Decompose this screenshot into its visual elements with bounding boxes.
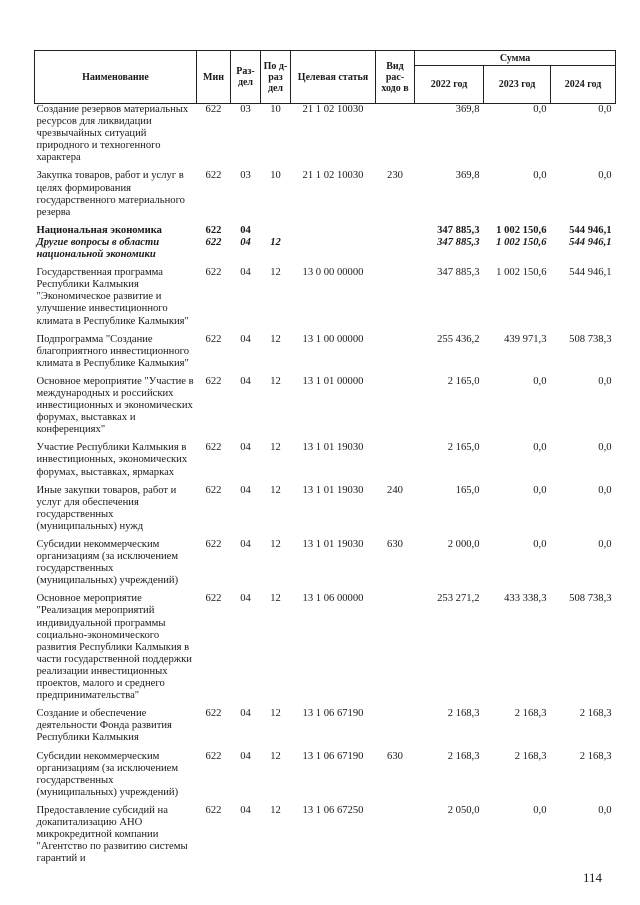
row-sum-2023: 439 971,3 [504, 333, 547, 345]
row-target-article: 13 1 06 67190 [302, 708, 364, 720]
row-min: 622 [205, 375, 222, 387]
row-target-article: 13 1 01 00000 [302, 375, 364, 387]
row-min: 622 [205, 442, 222, 454]
row-target-article [291, 225, 376, 237]
row-podrazdel: 12 [270, 267, 281, 279]
row-name: Субсидии некоммерческим организациям (за исключением государственных (муниципальных) учреждений) [36, 750, 179, 798]
row-expense-type [376, 334, 415, 376]
row-name: Государственная программа Республики Калмыкия "Экономическое развитие и улучшение инвестиционного климата в Республике Калмыкия" [36, 267, 189, 327]
header-target-article: Целевая статья [291, 51, 376, 104]
row-sum-2024: 2 168,3 [579, 750, 612, 762]
row-min: 622 [205, 333, 222, 345]
header-expense-type: Вид рас- ходо в [376, 51, 415, 104]
row-podrazdel: 12 [270, 593, 281, 605]
row-expense-type [376, 225, 415, 237]
row-target-article: 13 1 01 19030 [302, 442, 364, 454]
row-sum-2023: 0,0 [533, 170, 547, 182]
table-row [35, 805, 616, 865]
page-number: 114 [582, 870, 602, 885]
table-row [35, 485, 616, 539]
row-name: Создание резервов материальных ресурсов для ликвидации чрезвычайных ситуаций природного и техногенного характера [36, 104, 189, 164]
row-name: Другие вопросы в области национальной экономики [36, 236, 160, 261]
row-sum-2024: 508 738,3 [569, 333, 612, 345]
row-name: Подпрограмма "Создание благоприятного инвестиционного климата в Республике Калмыкия" [36, 333, 190, 369]
row-expense-type: 630 [387, 539, 403, 550]
row-sum-2022: 369,8 [455, 104, 480, 115]
row-podrazdel: 12 [270, 375, 281, 387]
row-expense-type [376, 376, 415, 442]
row-min: 622 [205, 236, 222, 248]
row-name: Основное мероприятие "Реализация мероприятий индивидуальной программы социально-экономического развития Республики Калмыкия в части государственной поддержки реализации инвестиционных проектов, малого и среднего предпринимательства" [36, 593, 192, 702]
header-min: Мин [197, 51, 231, 104]
row-sum-2022: 165,0 [455, 484, 480, 496]
row-expense-type [376, 593, 415, 708]
row-podrazdel: 10 [270, 104, 281, 115]
row-expense-type: 630 [387, 750, 403, 762]
row-podrazdel: 12 [270, 750, 281, 762]
row-sum-2023: 433 338,3 [504, 593, 547, 605]
row-sum-2023: 1 002 150,6 [496, 224, 547, 236]
row-sum-2022: 369,8 [455, 170, 480, 182]
row-sum-2022: 2 165,0 [447, 442, 480, 454]
table-row [35, 225, 616, 237]
table-row [35, 751, 616, 805]
header-year-2023: 2023 год [484, 66, 551, 104]
table-row [35, 593, 616, 708]
table-row [35, 442, 616, 484]
row-razdel: 04 [240, 375, 251, 387]
row-razdel: 04 [240, 708, 251, 720]
row-expense-type [376, 708, 415, 750]
row-podrazdel: 12 [270, 236, 281, 248]
row-target-article: 13 1 00 00000 [302, 333, 364, 345]
row-sum-2023: 0,0 [533, 804, 547, 816]
row-target-article: 13 1 06 67250 [302, 804, 364, 816]
row-min: 622 [205, 170, 222, 182]
header-razdel: Раз-дел [231, 51, 261, 104]
row-podrazdel: 12 [270, 539, 281, 550]
table-row [35, 376, 616, 442]
row-sum-2023: 2 168,3 [514, 708, 547, 720]
row-sum-2024: 544 946,1 [569, 236, 612, 248]
row-razdel: 04 [240, 333, 251, 345]
row-sum-2024: 0,0 [598, 484, 612, 496]
row-target-article: 21 1 02 10030 [302, 104, 364, 115]
row-sum-2024: 0,0 [598, 375, 612, 387]
budget-document [34, 50, 615, 865]
row-min: 622 [205, 708, 222, 720]
table-header [35, 51, 616, 104]
header-podrazdel: По д- раз дел [261, 51, 291, 104]
row-expense-type [376, 442, 415, 484]
row-razdel: 04 [240, 593, 251, 605]
row-sum-2024: 508 738,3 [569, 593, 612, 605]
row-target-article [291, 237, 376, 267]
row-expense-type [376, 267, 415, 333]
row-razdel: 04 [240, 442, 251, 454]
row-sum-2024: 0,0 [598, 804, 612, 816]
row-sum-2023: 1 002 150,6 [496, 236, 547, 248]
row-min: 622 [205, 267, 222, 279]
row-sum-2023: 0,0 [533, 539, 547, 550]
row-sum-2024: 0,0 [598, 442, 612, 454]
row-sum-2024: 544 946,1 [569, 267, 612, 279]
row-name: Субсидии некоммерческим организациям (за исключением государственных (муниципальных) учреждений) [36, 539, 179, 587]
row-podrazdel [261, 225, 291, 237]
row-min: 622 [205, 484, 222, 496]
row-name: Национальная экономика [36, 224, 162, 236]
row-min: 622 [205, 104, 222, 115]
row-sum-2022: 253 271,2 [437, 593, 480, 605]
row-sum-2024: 2 168,3 [579, 708, 612, 720]
row-target-article: 21 1 02 10030 [302, 170, 364, 182]
row-min: 622 [205, 804, 222, 816]
header-name: Наименование [35, 51, 197, 104]
header-year-2022: 2022 год [415, 66, 484, 104]
row-sum-2022: 347 885,3 [437, 267, 480, 279]
row-podrazdel: 12 [270, 708, 281, 720]
row-min: 622 [205, 750, 222, 762]
table-row [35, 334, 616, 376]
row-name: Иные закупки товаров, работ и услуг для обеспечения государственных (муниципальных) нужд [36, 484, 177, 532]
row-razdel: 03 [240, 170, 251, 182]
row-expense-type: 230 [387, 170, 403, 182]
table-row [35, 170, 616, 224]
row-name: Закупка товаров, работ и услуг в целях формирования государственного материального резерва [36, 170, 185, 218]
header-year-2024: 2024 год [551, 66, 616, 104]
row-expense-type [376, 104, 415, 171]
row-razdel: 04 [240, 804, 251, 816]
table-body [35, 104, 616, 866]
row-razdel: 04 [240, 484, 251, 496]
row-sum-2024: 544 946,1 [569, 224, 612, 236]
row-sum-2022: 347 885,3 [437, 224, 480, 236]
row-expense-type [376, 805, 415, 865]
row-min: 622 [205, 593, 222, 605]
row-podrazdel: 12 [270, 484, 281, 496]
row-target-article: 13 0 00 00000 [302, 267, 364, 279]
row-razdel: 04 [240, 236, 251, 248]
row-name: Предоставление субсидий на докапитализацию АНО микрокредитной компании "Агентство по развитию системы гарантий и [36, 804, 188, 865]
row-podrazdel: 12 [270, 804, 281, 816]
row-sum-2024: 0,0 [598, 104, 612, 115]
row-name: Участие Республики Калмыкия в инвестиционных, экономических форумах, выставках, ярмарках [36, 442, 188, 478]
row-name: Основное мероприятие "Участие в международных и российских инвестиционных и экономических форумах, выставках и конференциях" [36, 375, 194, 436]
row-sum-2023: 1 002 150,6 [496, 267, 547, 279]
budget-table [34, 50, 616, 865]
table-row [35, 708, 616, 750]
row-podrazdel: 12 [270, 333, 281, 345]
row-sum-2023: 0,0 [533, 442, 547, 454]
row-razdel: 04 [240, 224, 251, 236]
row-sum-2022: 255 436,2 [437, 333, 480, 345]
row-min: 622 [205, 539, 222, 550]
row-target-article: 13 1 06 67190 [302, 750, 364, 762]
row-sum-2022: 2 168,3 [447, 708, 480, 720]
header-sum: Сумма [415, 51, 616, 66]
row-sum-2023: 2 168,3 [514, 750, 547, 762]
table-row [35, 237, 616, 267]
row-expense-type: 240 [387, 484, 403, 496]
row-razdel: 04 [240, 750, 251, 762]
row-sum-2022: 2 168,3 [447, 750, 480, 762]
row-sum-2022: 2 000,0 [447, 539, 480, 550]
row-podrazdel: 10 [270, 170, 281, 182]
row-target-article: 13 1 01 19030 [302, 539, 364, 550]
row-sum-2024: 0,0 [598, 539, 612, 550]
row-expense-type [376, 237, 415, 267]
row-sum-2022: 2 165,0 [447, 375, 480, 387]
row-sum-2022: 2 050,0 [447, 804, 480, 816]
row-razdel: 03 [240, 104, 251, 115]
row-sum-2024: 0,0 [598, 170, 612, 182]
row-razdel: 04 [240, 267, 251, 279]
row-sum-2022: 347 885,3 [437, 236, 480, 248]
row-razdel: 04 [240, 539, 251, 550]
table-row [35, 104, 616, 171]
row-target-article: 13 1 01 19030 [302, 484, 364, 496]
row-podrazdel: 12 [270, 442, 281, 454]
row-sum-2023: 0,0 [533, 375, 547, 387]
row-target-article: 13 1 06 00000 [302, 593, 364, 605]
row-sum-2023: 0,0 [533, 104, 547, 115]
table-row [35, 539, 616, 593]
row-min: 622 [205, 224, 222, 236]
row-sum-2023: 0,0 [533, 484, 547, 496]
row-name: Создание и обеспечение деятельности Фонда развития Республики Калмыкия [36, 708, 172, 744]
table-row [35, 267, 616, 333]
